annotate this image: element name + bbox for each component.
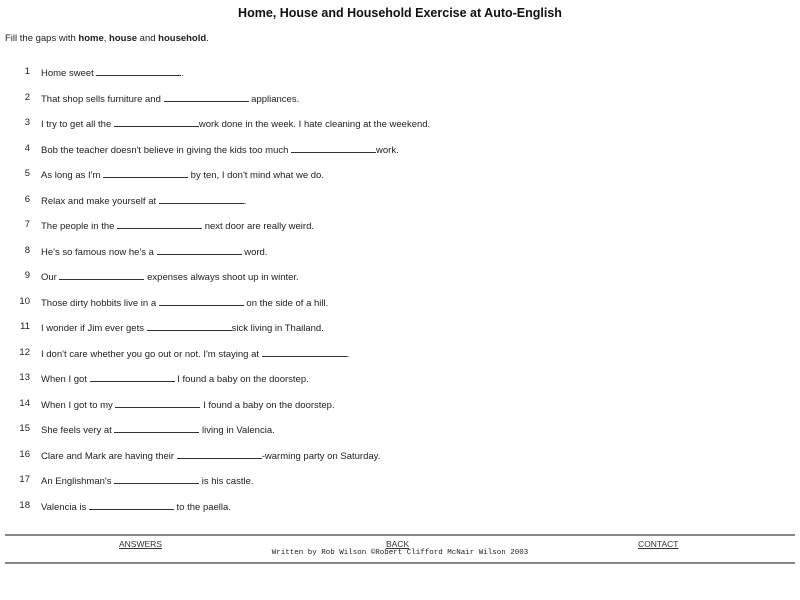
item-text [41,66,440,80]
gap-blank [114,423,199,433]
text-before: Valencia is [41,501,89,513]
instr-sep: , [103,33,110,44]
gap-blank [96,66,181,76]
item-number: 14 [19,397,30,409]
gap-blank [157,245,242,255]
item-number: 15 [19,423,30,434]
exercise-item [0,168,440,182]
word-home: home [78,33,104,44]
page-title: Home, House and Household Exercise at Auto-English [238,6,562,20]
item-number: 8 [24,244,30,256]
word-house: house [109,33,138,44]
item-number: 16 [19,448,30,460]
item-text [41,245,440,259]
item-number: 5 [24,168,30,179]
item-text [41,423,440,437]
gap-blank [147,321,232,331]
text-after: -warming party on Saturday. [261,450,381,462]
gap-blank [90,372,175,382]
gap-blank [159,194,244,204]
item-text [41,117,440,131]
exercise-list [0,66,440,525]
text-before: Home sweet [41,68,97,79]
text-before: I don't care whether you go out or not. I'm staying at [41,348,262,360]
text-after: expenses always shoot up in winter. [144,272,299,283]
exercise-item [0,372,440,386]
item-text [41,143,440,157]
gap-blank [114,117,199,127]
instr-text: Fill the gaps with [5,33,79,44]
text-after: to the paella. [173,501,231,513]
exercise-item [0,245,440,259]
gap-blank [103,168,188,178]
text-after: . [243,195,247,207]
text-before: Clare and Mark are having their [41,450,177,462]
gap-blank [177,449,262,459]
text-before: When I got to my [41,399,116,411]
gap-blank [89,500,174,510]
item-number: 7 [24,219,30,230]
text-before: The people in the [41,221,118,232]
item-number: 2 [24,91,30,103]
item-number: 17 [19,474,30,485]
item-number: 9 [24,270,30,281]
gap-blank [159,296,244,306]
exercise-item [0,296,440,310]
gap-blank [114,474,199,484]
gap-blank [262,347,347,357]
credit: Written by Rob Wilson ©Robert Clifford McNair Wilson 2003 [271,549,529,557]
text-before: Those dirty hobbits live in a [41,297,159,309]
gap-blank [291,143,376,153]
item-number: 18 [19,499,30,511]
exercise-item [0,117,440,131]
item-text [41,347,440,361]
instr-sep: and [137,33,159,44]
exercise-item [0,92,440,106]
gap-blank [59,270,144,280]
text-before: Relax and make yourself at [41,195,159,207]
text-after: I found a baby on the doorstep. [200,399,335,411]
exercise-item [0,347,440,361]
text-after: is his castle. [199,476,254,487]
item-text [41,194,440,208]
item-text [41,219,440,233]
text-after: sick living in Thailand. [231,323,324,334]
item-text [41,92,440,106]
item-text [41,500,440,514]
text-after: I found a baby on the doorstep. [174,374,309,385]
exercise-item [0,321,440,335]
item-text [41,474,440,488]
text-after: next door are really weird. [202,221,315,232]
gap-blank [115,398,200,408]
item-number: 13 [19,372,30,383]
item-text [41,449,440,463]
item-number: 4 [24,142,30,154]
text-before: An Englishman's [41,476,115,487]
text-before: He's so famous now he's a [41,246,157,258]
text-before: Our [41,272,60,283]
exercise-item [0,500,440,514]
exercise-item [0,66,440,80]
text-after: living in Valencia. [199,425,275,436]
gap-blank [164,92,249,102]
item-text [41,270,440,284]
text-after: by ten, I don't mind what we do. [188,170,324,181]
item-number: 12 [19,346,30,358]
item-number: 11 [20,321,30,332]
exercise-item [0,449,440,463]
text-after: . [346,348,350,360]
text-after: word. [241,246,268,258]
exercise-item [0,143,440,157]
exercise-item [0,270,440,284]
exercise-item [0,398,440,412]
text-after: on the side of a hill. [243,297,329,309]
item-text [41,372,440,386]
gap-blank [117,219,202,229]
back-link[interactable]: BACK [386,539,410,549]
text-before: She feels very at [41,425,115,436]
exercise-item [0,474,440,488]
text-before: That shop sells furniture and [41,93,164,105]
text-before: Bob the teacher doesn't believe in giving the kids too much [41,144,292,156]
exercise-item [0,423,440,437]
item-text [41,296,440,310]
contact-link[interactable]: CONTACT [638,539,679,549]
text-before: I wonder if Jim ever gets [41,323,147,334]
text-before: When I got [41,374,90,385]
item-number: 3 [24,117,30,128]
item-number: 1 [24,66,30,77]
item-text [41,321,440,335]
item-number: 10 [19,295,30,307]
instr-suffix: . [206,33,209,44]
text-after: work done in the week. I hate cleaning at the weekend. [198,119,431,130]
instructions [5,33,209,44]
exercise-item [0,194,440,208]
item-text [41,168,440,182]
text-after: appliances. [248,93,300,105]
text-after: work. [376,144,399,156]
exercise-item [0,219,440,233]
answers-link[interactable]: ANSWERS [119,539,162,549]
word-household: household [158,33,207,44]
divider [5,562,795,564]
item-number: 6 [24,193,30,205]
text-before: As long as I'm [41,170,104,181]
text-after: . [181,68,185,79]
divider [5,534,795,536]
item-text [41,398,440,412]
text-before: I try to get all the [41,119,114,130]
